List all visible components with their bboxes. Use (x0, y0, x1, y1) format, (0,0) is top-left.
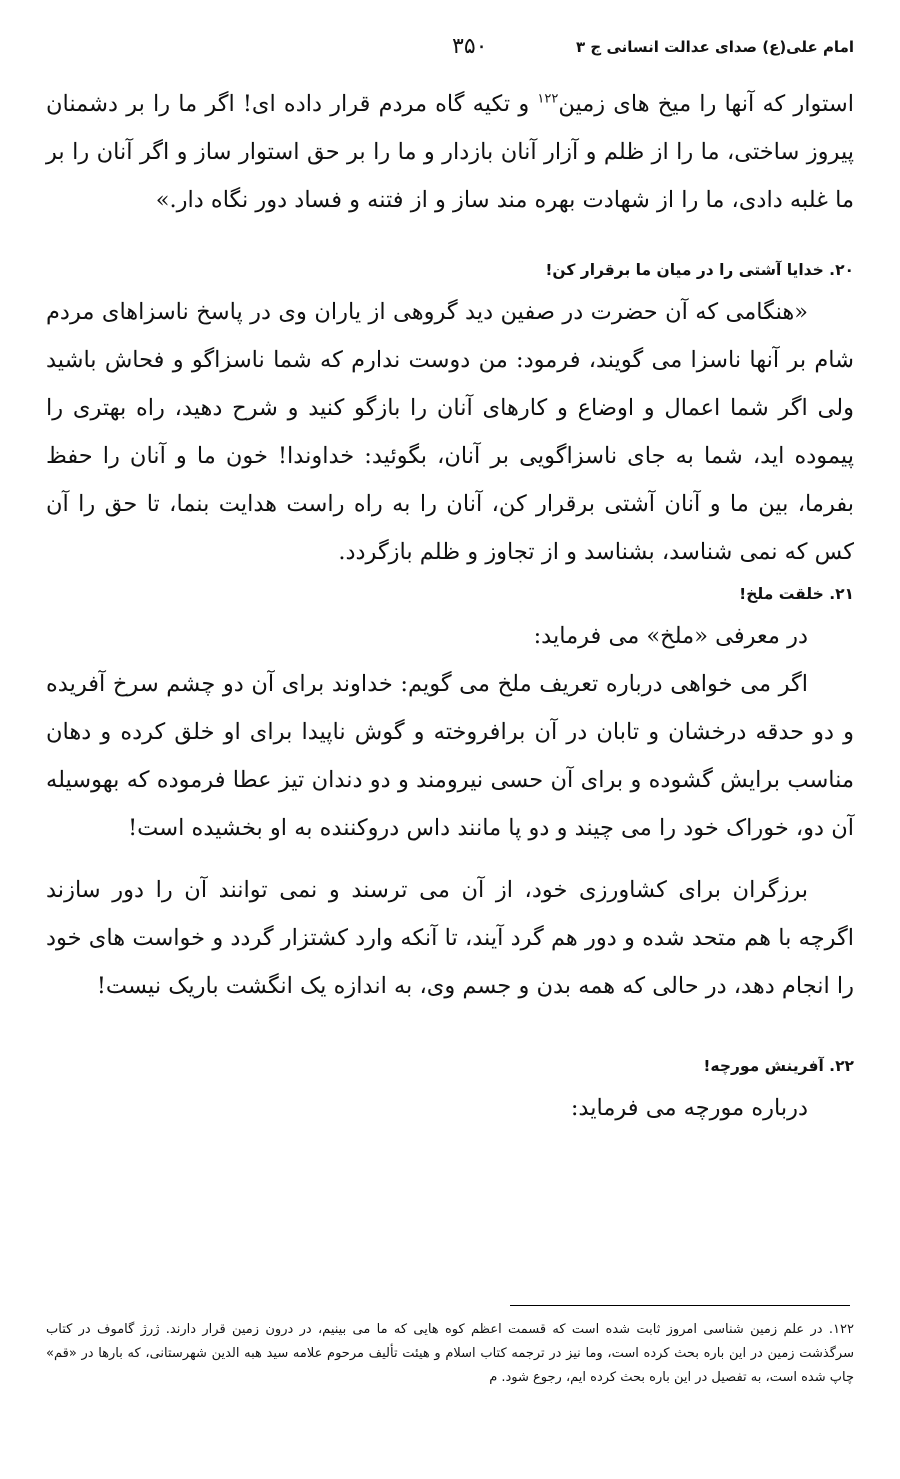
page-body (46, 80, 854, 1132)
section-21-heading: ۲۱. خلقت ملخ! (739, 585, 854, 603)
footnote-divider (510, 1305, 850, 1306)
opening-text-end: و تکیه گاه مردم قرار داده ای! اگر ما را بر دشمنان پیروز ساختی، ما را از ظلم و آزار آنان بازدار و ما را بر حق استوار ساز و اگر آنان را بر ما غلبه دادی، ما را از شهادت بهره مند ساز و از فتنه و فساد دور نگاه دار.» (46, 91, 854, 213)
footnote-122: ۱۲۲. در علم زمین شناسی امروز ثابت شده است که قسمت اعظم کوه هایی که ما می بینیم، در درون زمین قرار دارند. ژرژ گاموف در کتاب سرگذشت زمین در این باره بحث کرده است، وما نیز در ترجمه کتاب اسلام و هیئت تألیف مرحوم علامه سید هبه الدین شهرستانی، که بارها در «قم» چاپ شده است، به تفصیل در این باره بحث کرده ایم، رجوع شود. م (46, 1322, 854, 1385)
page-number: ۳۵۰ (452, 34, 488, 59)
section-22-heading: ۲۲. آفرینش مورچه! (703, 1057, 854, 1075)
running-head: امام علی(ع) صدای عدالت انسانی ج ۳ (576, 38, 854, 56)
section-21-paragraph-1: اگر می خواهی درباره تعریف ملخ می گویم: خداوند برای آن دو چشم سرخ آفریده و دو حدقه درخشان و تابان در آن برافروخته و گوش ناپیدا برای او خلق کرده و دهان مناسب برایش گشوده و برای آن حسی نیرومند و دو دندان تیز عطا فرموده که بهوسیله آن دو، خوراک خود را می چیند و دو پا مانند داس دروکننده به او بخشیده است! (46, 671, 854, 841)
section-22-intro: درباره مورچه می فرماید: (570, 1095, 808, 1121)
section-20-text: «هنگامی که آن حضرت در صفین دید گروهی از یاران وی در پاسخ ناسزاهای مردم شام بر آنها ناسزا می گویند، فرمود: من دوست ندارم که شما ناسزاگو و فحاش باشید ولی اگر شما اعمال و اوضاع و کارهای آنان را بازگو کنید و شرح دهید، راه بهتری را پیموده اید، شما به جای ناسزاگویی بر آنان، بگوئید: خداوندا! خون ما و آنان را حفظ بفرما، بین ما و آنان آشتی برقرار کن، آنان را به راه راست هدایت بنما، تا حق را آن کس که نمی شناسد، بشناسد و از تجاوز و ظلم بازگردد. (46, 299, 854, 565)
section-21-paragraph-2: برزگران برای کشاورزی خود، از آن می ترسند و نمی توانند آن را دور سازند اگرچه با هم متحد شده و دور هم گرد آیند، تا آنکه وارد کشتزار گردد و خواست های خود را انجام دهد، در حالی که همه بدن و جسم وی، به اندازه یک انگشت باریک نیست! (46, 877, 854, 999)
section-20-heading: ۲۰. خدایا آشتی را در میان ما برقرار کن! (545, 261, 854, 279)
page-header (40, 34, 860, 74)
footnote-reference[interactable]: ۱۲۲ (537, 91, 559, 107)
opening-paragraph (46, 80, 854, 224)
opening-text-start: استوار که آنها را میخ های زمین (558, 91, 854, 117)
section-21-intro: در معرفی «ملخ» می فرماید: (533, 623, 808, 649)
